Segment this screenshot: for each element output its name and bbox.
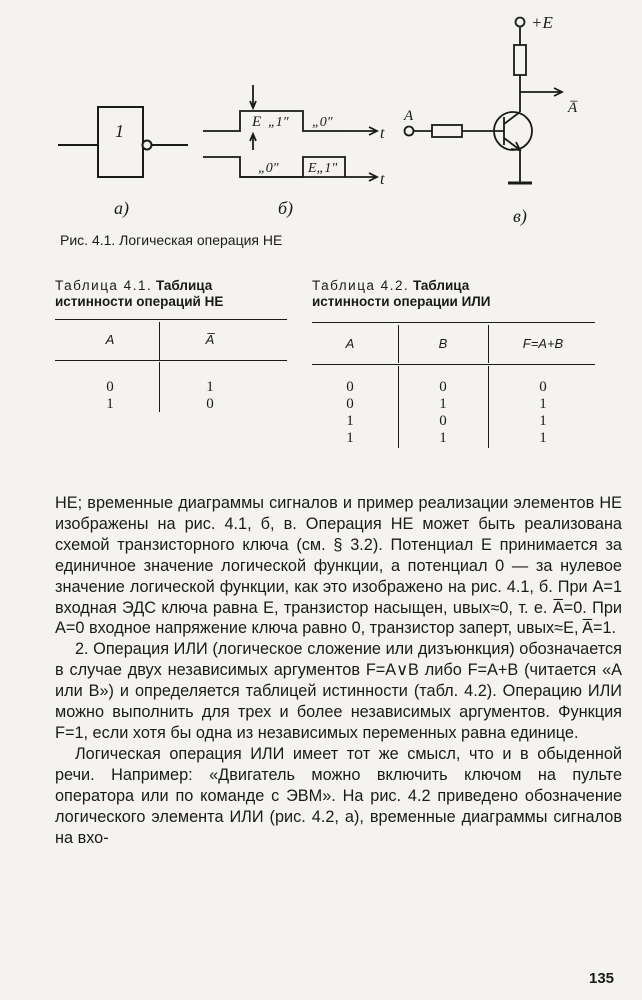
circuit-supply-label: +E (531, 13, 553, 32)
table-4-1-body-divider (159, 362, 160, 412)
page-number: 135 (589, 970, 615, 987)
table-4-2-header-rule (312, 364, 595, 365)
circuit-output-label: A̅ (568, 100, 578, 116)
table-4-1-top-rule (55, 319, 287, 320)
timing-diagram-bottom (203, 157, 377, 181)
axis-t-top: t (380, 125, 385, 142)
wave-bottom-e1-label: E„1" (308, 161, 338, 176)
wave-top-one-label: „1" (268, 115, 289, 130)
circuit-input-label: A (404, 108, 414, 124)
table-4-2-col-b: 0 1 0 1 (439, 379, 447, 446)
table-4-2-title-rest: Таблица (409, 278, 470, 293)
table-4-2-body-divider-1 (398, 366, 399, 448)
body-text (55, 493, 622, 848)
figure-label-a: а) (114, 198, 129, 218)
table-4-2-body-divider-2 (488, 366, 489, 448)
table-4-1-title (55, 278, 285, 310)
wave-top-e-label: E (252, 114, 262, 130)
figure-4-1-drawing (0, 0, 642, 230)
paragraph-2: 2. Операция ИЛИ (логическое сложение или дизъюнкция) обозначается в случае двух независимых аргументов F=A∨B либо F=A+B (читается «A или B») и определяется таблицей истинности (табл. 4.2). Операцию ИЛИ можно выполнить для трех и более независимых аргументов. Функция F=1, если хотя бы одна из независимых переменных равна единице. (55, 640, 622, 742)
wave-bottom-zero-label: „0" (258, 161, 279, 176)
figure-label-b: б) (278, 198, 294, 218)
table-4-1-col-not-a: 1 0 (206, 379, 214, 412)
table-4-2-label: Таблица 4.2. (312, 278, 410, 293)
table-4-2-col-f: 0 1 1 1 (539, 379, 547, 446)
table-4-1-header-divider (159, 322, 160, 360)
transistor-circuit (405, 18, 563, 184)
timing-diagram-top (203, 85, 377, 150)
table-4-1-col-a: 0 1 (106, 379, 114, 412)
wave-top-zero-label: „0" (312, 115, 333, 130)
figure-4-1 (0, 0, 642, 230)
table-4-2-top-rule (312, 322, 595, 323)
figure-caption: Рис. 4.1. Логическая операция НЕ (60, 232, 283, 248)
table-4-1-title-rest: Таблица (152, 278, 213, 293)
paragraph-3: Логическая операция ИЛИ имеет тот же смысл, что и в обыденной речи. Например: «Двигатель можно включить ключом на пульте оператора или по команде с ЭВМ». На рис. 4.2 приведено обозначение логического элемента ИЛИ (рис. 4.2, а), временные диаграммы сигналов на вхо- (55, 744, 622, 847)
gate-symbol-label: 1 (115, 121, 124, 141)
table-4-2-title (312, 278, 602, 310)
figure-label-v: в) (513, 206, 527, 226)
table-4-1-header-a: A (105, 332, 115, 347)
axis-t-bottom: t (380, 171, 385, 188)
table-4-2-col-a: 0 0 1 1 (346, 379, 354, 446)
paragraph-1: НЕ; временные диаграммы сигналов и пример реализации элементов НЕ изображены на рис. 4.1, б, в. Операция НЕ может быть реализована схемой транзисторного ключа (см. § 3.2). Потенциал E принимается за единичное значение логической функции, а потенциал 0 — за нулевое значение логической функции, как это изображено на рис. 4.1, б. При A=1 входная ЭДС ключа равна E, транзистор насыщен, uвых≈0, т. е. A̅=0. При A=0 входное напряжение ключа равно 0, транзистор заперт, uвых≈E, A̅=1. (55, 494, 622, 638)
table-4-2-header-f: F=A+B (522, 336, 564, 351)
table-4-2-header-divider-2 (488, 325, 489, 363)
not-gate-symbol (58, 107, 188, 177)
table-4-2-title-line2: истинности операции ИЛИ (312, 294, 491, 309)
table-4-1-header-not-a: A̅ (205, 332, 215, 347)
table-4-1-label: Таблица 4.1. (55, 278, 153, 293)
table-4-1-header-rule (55, 360, 287, 361)
table-4-2-header-b: B (438, 336, 448, 351)
table-4-1-title-line2: истинности операций НЕ (55, 294, 224, 309)
table-4-2-header-a: A (345, 336, 355, 351)
table-4-2-header-divider-1 (398, 325, 399, 363)
